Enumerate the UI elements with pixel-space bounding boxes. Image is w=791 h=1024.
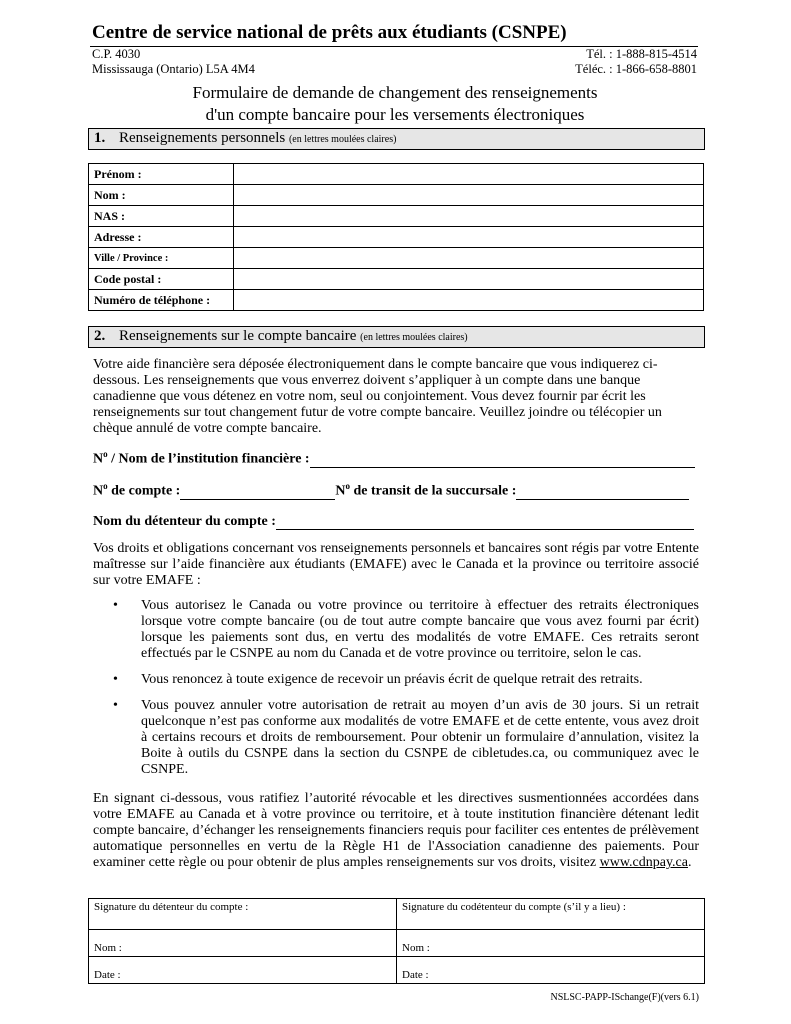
bullet-text: Vous autorisez le Canada ou votre province ou territoire à effectuer des retraits électroniques lorsque votre compte bancaire (ou de tout autre compte bancaire que vous avez fourni par écrit) lorsque les paiements sont dus, en vertu des modalités de votre EMAFE. Ces retraits seront effectués par le CSNPE au nom du Canada et de votre province ou territoire, selon le cas. <box>141 598 699 661</box>
section2-label-text: Renseignements sur le compte bancaire <box>119 328 357 344</box>
bullet-text: Vous pouvez annuler votre autorisation de retrait au moyen d’un avis de 30 jours. Si un retrait quelconque n’est pas conforme aux modalités de votre EMAFE et de cette entente, vous avez droit à certains recours et droits de remboursement. Pour obtenir un formulaire d’annulation, visitez la Boite à outils du CSNPE dans la section du CSNPE de cibletudes.ca, ou communiquez avec le CSNPE. <box>141 698 699 777</box>
closing-end: . <box>687 855 692 870</box>
fax-number: Téléc. : 1-866-658-8801 <box>575 62 697 76</box>
coholder-signature-label: Signature du codétenteur du compte (s’il y a lieu) : <box>402 901 626 913</box>
cdnpay-link[interactable]: www.cdnpay.ca <box>599 855 688 870</box>
section1-header <box>88 128 705 150</box>
address-line1: C.P. 4030 <box>92 47 141 61</box>
institution-label-sup: o <box>103 449 108 459</box>
postal-code-label: Code postal : <box>89 269 234 290</box>
holder-signature-field[interactable] <box>89 899 397 930</box>
coholder-date-field[interactable] <box>397 957 705 984</box>
transit-label: de transit de la succursale : <box>349 483 517 499</box>
table-row <box>89 206 704 227</box>
section2-number: 2. <box>94 328 106 344</box>
table-row <box>89 930 705 957</box>
signature-table <box>88 898 705 984</box>
form-title-line2: d'un compte bancaire pour les versements électroniques <box>205 105 585 124</box>
coholder-signature-field[interactable] <box>397 899 705 930</box>
list-item <box>113 672 699 688</box>
address-line2: Mississauga (Ontario) L5A 4M4 <box>92 62 255 76</box>
city-province-label: Ville / Province : <box>89 248 234 269</box>
phone-label: Numéro de téléphone : <box>89 290 234 311</box>
coholder-name-field[interactable] <box>397 930 705 957</box>
section1-note: (en lettres moulées claires) <box>288 134 397 145</box>
holder-signature-label: Signature du détenteur du compte : <box>94 901 249 913</box>
form-title <box>90 82 700 126</box>
table-row <box>89 957 705 984</box>
bullet-icon: • <box>113 672 118 687</box>
list-item <box>113 598 699 662</box>
account-input-line[interactable] <box>180 485 335 500</box>
closing-text: En signant ci-dessous, vous ratifiez l’autorité révocable et les directives susmentionnées accordées dans votre EMAFE au Canada et à votre province ou territoire, et à toute institution financière détenant ledit compte bancaire, d’échanger les renseignements financiers requis pour faciliter ces ententes de prélèvement automatique personnelles en vertu de la Règle H1 de l'Association canadienne des paiements. Pour examiner cette règle ou pour obtenir de plus amples renseignements sur vos droits, visitez <box>93 791 699 870</box>
account-row <box>93 481 699 500</box>
city-province-field[interactable] <box>234 248 704 269</box>
personal-info-table <box>88 163 704 311</box>
bullet-text: Vous renoncez à toute exigence de recevoir un préavis écrit de quelque retrait des retraits. <box>141 672 643 687</box>
postal-code-field[interactable] <box>234 269 704 290</box>
firstname-label: Prénom : <box>89 164 234 185</box>
table-row <box>89 269 704 290</box>
holder-row <box>93 514 699 530</box>
table-row <box>89 290 704 311</box>
institution-label-pre: N <box>93 451 104 467</box>
form-version: NSLSC-PAPP-ISchange(F)(vers 6.1) <box>550 992 699 1003</box>
bullet-icon: • <box>113 598 118 613</box>
list-item <box>113 698 699 778</box>
section2-label <box>119 328 468 345</box>
page-title: Centre de service national de prêts aux étudiants (CSNPE) <box>92 22 567 43</box>
table-row <box>89 227 704 248</box>
closing-paragraph <box>93 791 699 871</box>
form-title-line1: Formulaire de demande de changement des renseignements <box>192 83 598 102</box>
section1-label-text: Renseignements personnels <box>119 130 286 146</box>
table-row <box>89 164 704 185</box>
institution-input-line[interactable] <box>310 453 695 468</box>
transit-label-sup: o <box>345 481 350 491</box>
rights-intro: Vos droits et obligations concernant vos renseignements personnels et bancaires sont régis par votre Entente maîtresse sur l’aide financière aux étudiants (EMAFE) avec le Canada et la province ou territoire associé sur votre EMAFE : <box>93 541 699 588</box>
transit-input-line[interactable] <box>516 485 689 500</box>
holder-date-label: Date : <box>94 969 121 981</box>
table-row <box>89 899 705 930</box>
section1-label <box>119 130 396 147</box>
account-label-sup: o <box>103 481 108 491</box>
table-row <box>89 185 704 206</box>
coholder-date-label: Date : <box>402 969 429 981</box>
section2-header <box>88 326 705 348</box>
holder-date-field[interactable] <box>89 957 397 984</box>
holder-name-field[interactable] <box>89 930 397 957</box>
transit-label-pre: N <box>335 483 346 499</box>
address-field[interactable] <box>234 227 704 248</box>
section2-note: (en lettres moulées claires) <box>360 332 468 343</box>
phone-field[interactable] <box>234 290 704 311</box>
firstname-field[interactable] <box>234 164 704 185</box>
holder-name-label: Nom : <box>94 942 122 954</box>
lastname-label: Nom : <box>89 185 234 206</box>
bullet-icon: • <box>113 698 118 713</box>
institution-row <box>93 449 699 468</box>
sin-label: NAS : <box>89 206 234 227</box>
coholder-name-label: Nom : <box>402 942 430 954</box>
account-label-pre: N <box>93 483 104 499</box>
section2-intro: Votre aide financière sera déposée électroniquement dans le compte bancaire que vous indiquerez ci-dessous. Les renseignements que vous enverrez doivent s’appliquer à un compte dans une banque canadienne que vous détenez en votre nom, seul ou conjointement. Vous devez fournir par écrit les renseignements sur tout changement futur de votre compte bancaire. Veuillez joindre ou télécopier un chèque annulé de votre compte bancaire. <box>93 357 662 436</box>
phone-number: Tél. : 1-888-815-4514 <box>586 47 697 61</box>
lastname-field[interactable] <box>234 185 704 206</box>
account-label: de compte : <box>107 483 181 499</box>
sin-field[interactable] <box>234 206 704 227</box>
holder-label: Nom du détenteur du compte : <box>93 514 276 529</box>
rights-list <box>113 598 699 788</box>
institution-label: / Nom de l’institution financière : <box>107 451 310 467</box>
address-label: Adresse : <box>89 227 234 248</box>
table-row <box>89 248 704 269</box>
holder-input-line[interactable] <box>276 515 694 530</box>
section1-number: 1. <box>94 130 106 146</box>
